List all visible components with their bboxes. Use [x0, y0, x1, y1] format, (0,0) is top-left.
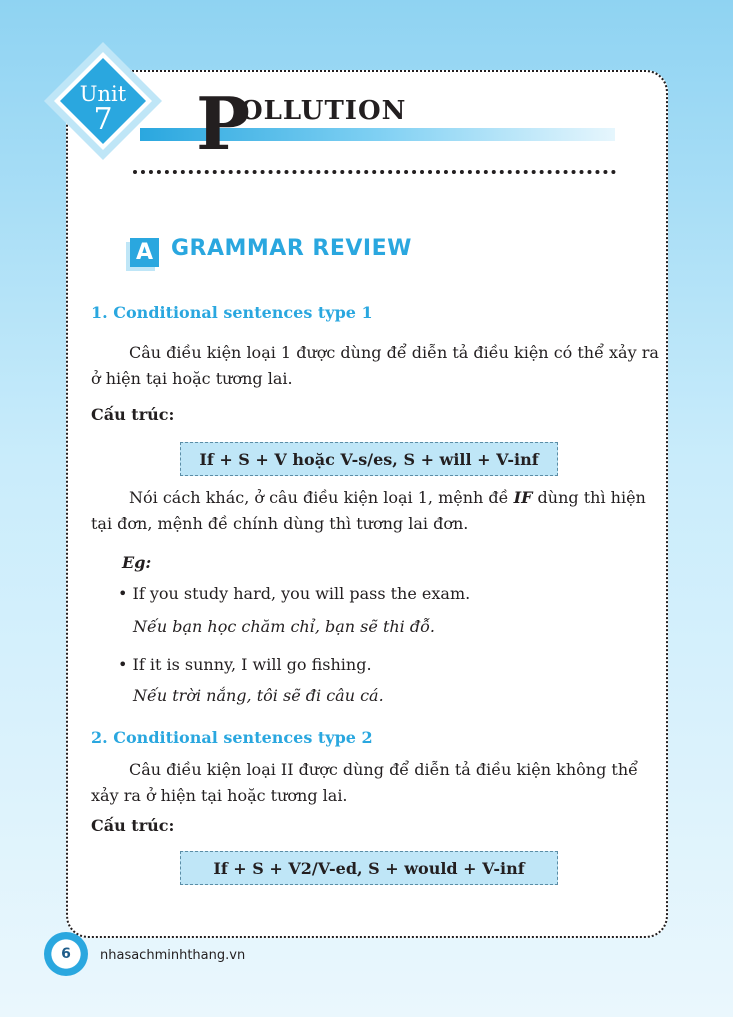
unit-badge [44, 42, 162, 160]
s1-note-pre: Nói cách khác, ở câu điều kiện loại 1, mệnh đề [129, 488, 514, 507]
s1-note-post: dùng thì hiện [532, 488, 646, 507]
title-initial: P [196, 81, 251, 166]
s1-note-line2: tại đơn, mệnh đề chính dùng thì tương lai đơn. [91, 514, 469, 533]
s2-intro-line1: Câu điều kiện loại II được dùng để diễn tả điều kiện không thể [129, 760, 638, 779]
page-number-badge [44, 932, 88, 976]
section-title: GRAMMAR REVIEW [171, 236, 412, 261]
s1-note-line1 [129, 488, 646, 507]
site-url: nhasachminhthang.vn [100, 948, 246, 963]
section-letter-badge: A [130, 238, 159, 267]
s1-intro-line2: ở hiện tại hoặc tương lai. [91, 369, 293, 388]
unit-word: Unit [79, 82, 127, 106]
s1-heading: 1. Conditional sentences type 1 [91, 303, 373, 322]
example-1-vi: Nếu bạn học chăm chỉ, bạn sẽ thi đỗ. [133, 617, 435, 636]
bullet-icon: • [118, 584, 133, 603]
s1-intro-line1: Câu điều kiện loại 1 được dùng để diễn tả điều kiện có thể xảy ra [129, 343, 659, 362]
example-2-en-text: If it is sunny, I will go fishing. [132, 655, 372, 674]
s2-formula: If + S + V2/V-ed, S + would + V-inf [180, 851, 558, 885]
title-rest: OLLUTION [240, 96, 407, 126]
example-1-en-text: If you study hard, you will pass the exam. [132, 584, 471, 603]
s1-structure-label: Cấu trúc: [91, 405, 175, 424]
unit-number: 7 [93, 102, 113, 137]
s1-note-if: IF [513, 488, 533, 507]
s2-heading: 2. Conditional sentences type 2 [91, 728, 373, 747]
example-2-en [118, 655, 372, 674]
example-2-vi: Nếu trời nắng, tôi sẽ đi câu cá. [133, 686, 384, 705]
s1-eg-label: Eg: [122, 553, 152, 572]
page-number: 6 [61, 946, 71, 962]
bullet-icon: • [118, 655, 133, 674]
example-1-en [118, 584, 470, 603]
s2-structure-label: Cấu trúc: [91, 816, 175, 835]
s2-intro-line2: xảy ra ở hiện tại hoặc tương lai. [91, 786, 348, 805]
s1-formula: If + S + V hoặc V-s/es, S + will + V-inf [180, 442, 558, 476]
title-dotted-divider [133, 170, 616, 174]
